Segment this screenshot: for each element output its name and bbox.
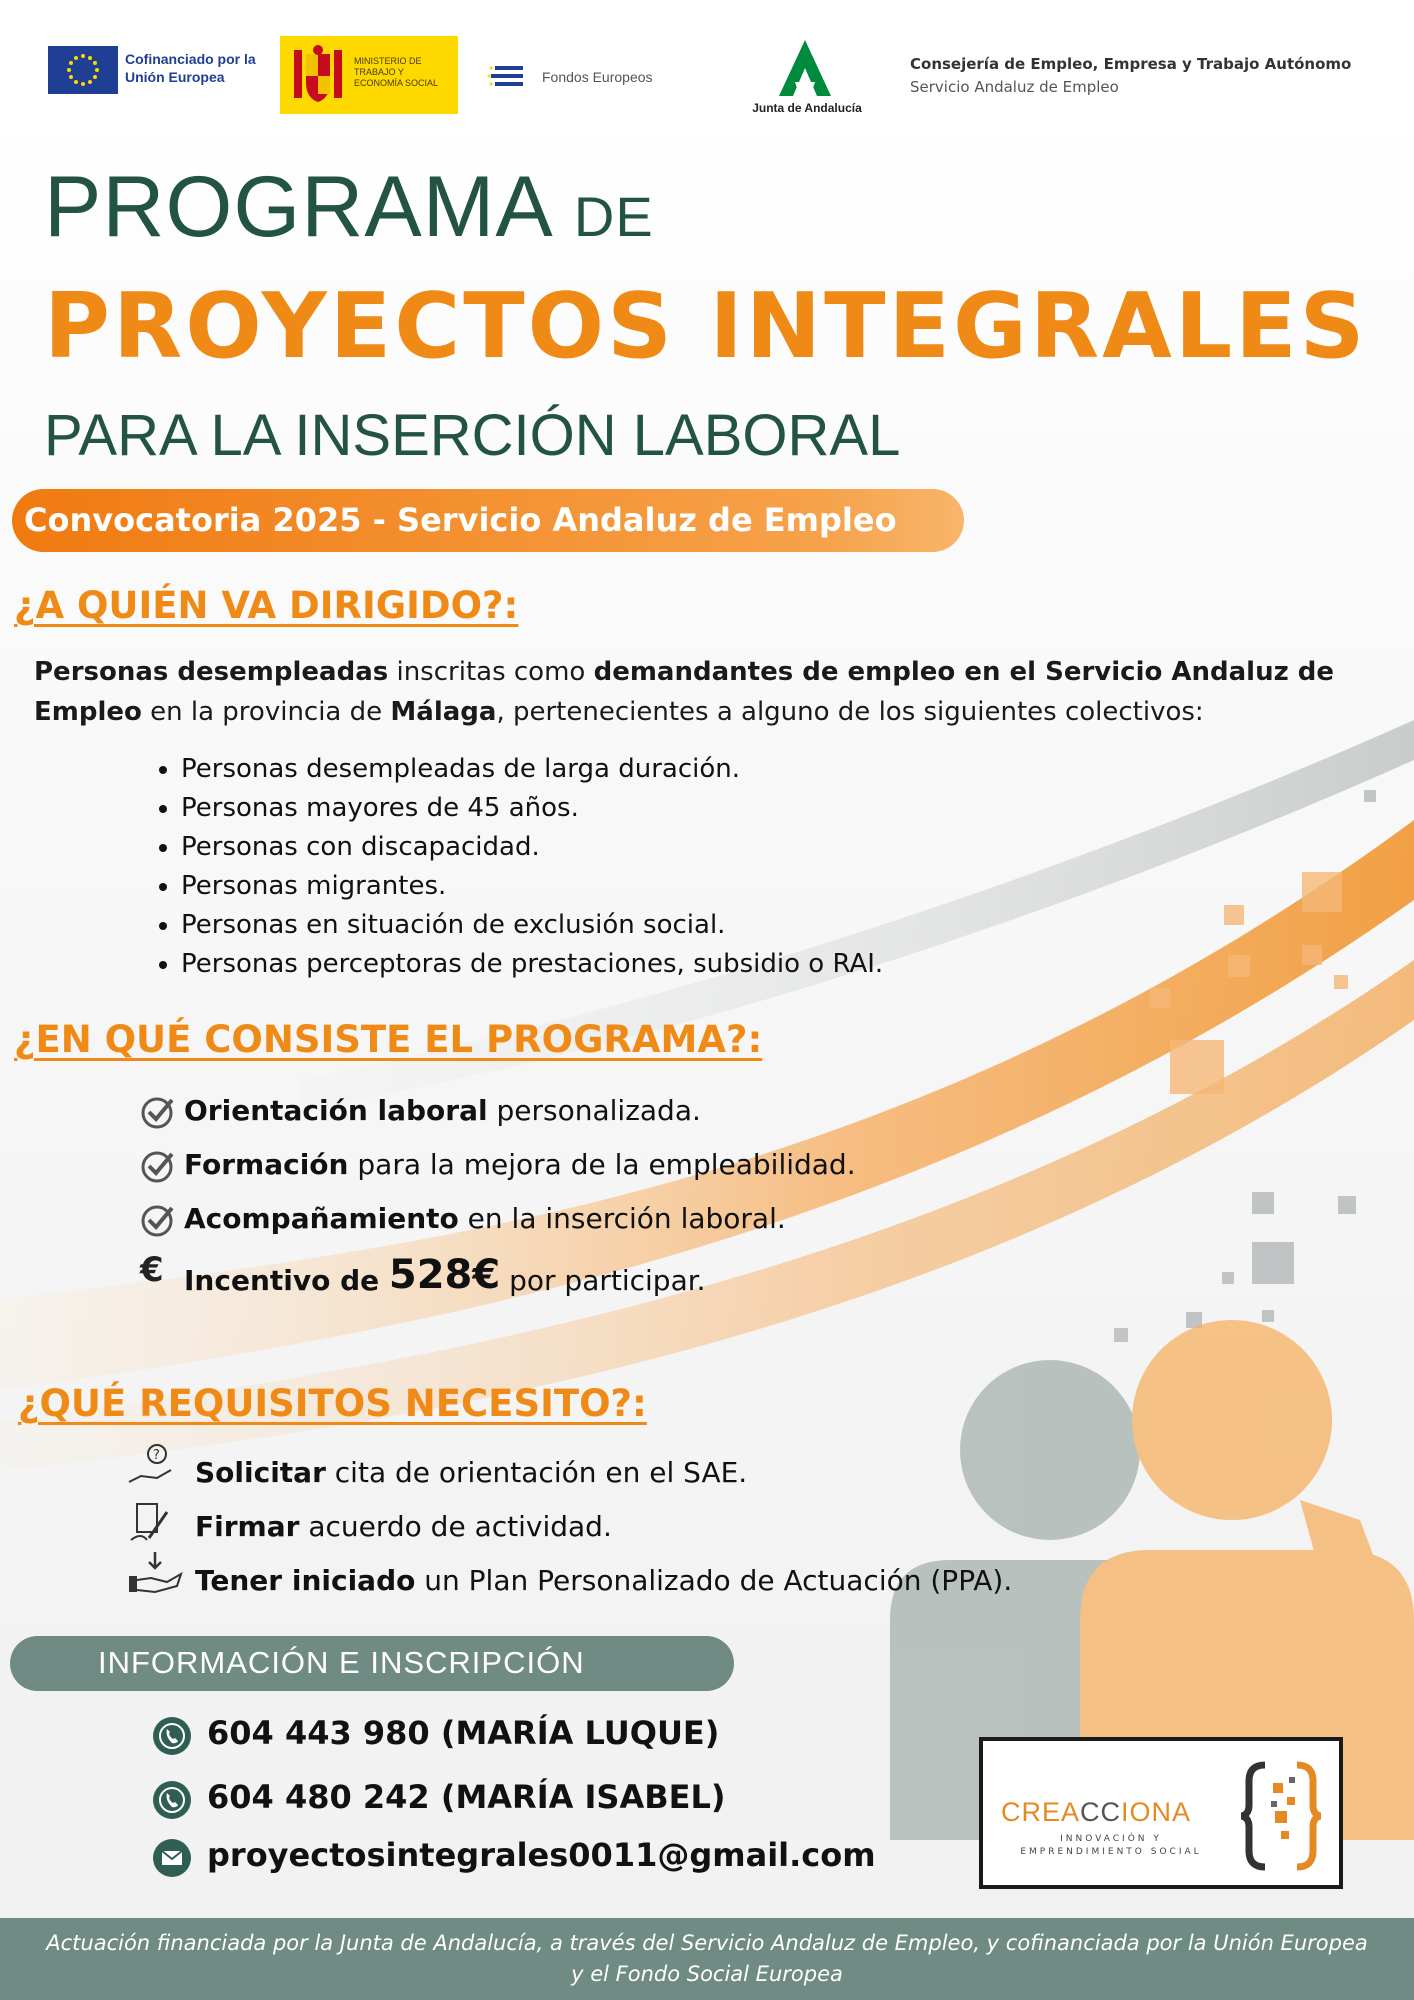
check-circle-icon	[140, 1094, 176, 1130]
title-line-3: PARA LA INSERCIÓN LABORAL	[44, 403, 901, 468]
audience-list	[155, 750, 883, 984]
hand-receive-icon	[127, 1550, 183, 1598]
creacciona-tagline: INNOVACIÓN Y EMPRENDIMIENTO SOCIAL	[1020, 1834, 1202, 1857]
header-logos	[0, 0, 1414, 140]
email-text: proyectosintegrales0011@gmail.com	[207, 1836, 876, 1874]
list-item: • Personas desempleadas de larga duración.	[181, 750, 883, 789]
fondos-europeos-text: Fondos Europeos	[542, 69, 653, 85]
eu-flag-icon	[48, 46, 118, 94]
spain-shield-icon	[290, 44, 346, 106]
ministry-text: MINISTERIO DE TRABAJO Y ECONOMÍA SOCIAL	[354, 56, 439, 88]
info-heading: INFORMACIÓN E INSCRIPCIÓN	[98, 1645, 585, 1680]
phone-icon	[152, 1780, 192, 1820]
title-line-2: PROYECTOS INTEGRALES	[44, 274, 1368, 379]
euro-icon: €	[140, 1250, 164, 1290]
footer-text: Actuación financiada por la Junta de Andalucía, a través del Servicio Andaluz de Empleo, y cofinanciada por la Unión Europea y el Fondo Social Europea	[46, 1931, 1368, 1986]
phone-2-text: 604 480 242 (MARÍA ISABEL)	[207, 1778, 726, 1816]
info-banner	[10, 1636, 734, 1691]
hand-question-icon	[127, 1442, 175, 1490]
consejeria-title: Consejería de Empleo, Empresa y Trabajo Autónomo	[910, 55, 1352, 73]
fondos-europeos-icon	[487, 62, 527, 90]
phone-icon	[152, 1716, 192, 1756]
svg-text:?: ?	[153, 1448, 160, 1463]
junta-andalucia-icon	[777, 38, 833, 98]
section-heading-programa: ¿EN QUÉ CONSISTE EL PROGRAMA?:	[14, 1018, 763, 1061]
title-de: DE	[573, 185, 654, 248]
convocatoria-banner	[12, 489, 964, 552]
servicio-subtitle: Servicio Andaluz de Empleo	[910, 78, 1119, 96]
title-programa: PROGRAMA	[44, 159, 549, 255]
poster: Cofinanciado por la Unión Europea MINISTERIO DE TRABAJO Y ECONOMÍA SOCIAL Fondos Europeos Junta de Andalucía Consejería de Empleo, Empresa y Trabajo Autónomo Servicio Andaluz de Empleo PROGRAMA DE PROYECTOS INTEGRALES PARA LA INSERCIÓN LABORAL Convocatoria 2025 - Servicio Andaluz de Empleo ¿A QUIÉN VA DIRIGIDO?: Personas desempleadas inscritas como demandantes de empleo en el Servicio Andaluz de Empleo en la provincia de Málaga, pertenecientes a alguno de los siguientes colectivos: • Personas desempleadas de larga duración. • Personas mayores de 45 años. • Personas con discapacidad. • Personas migrantes. • Personas en situación de exclusión social. • Personas perceptoras de prestaciones, subsidio o RAI. ¿EN QUÉ CONSISTE EL PROGRAMA?: Orientación laboral personalizada. Formación para la mejora de la empleabilidad. Acompañamiento en la inserción laboral. € Incentivo de 528€ por participar. ¿QUÉ REQUISITOS NECESITO?: ? Solicitar cita de orientación en el SAE. Firmar acuerdo de actividad. Tener iniciado un Plan Personalizado de Actuación (PPA). INFORMACIÓN E INSCRIPCIÓN 604 443 980 (MARÍA LUQUE) 604 480 242 (MARÍA ISABEL) proyectosintegrales0011@gmail.com CREACCIONA INNOVACIÓN Y EMPRENDIMIENTO SOCIAL Actuación financiada por la Junta de Andalucía, a través del Servicio Andaluz de Empleo, y cofinanciada por la Unión Europea y el Fondo Social Europea	[0, 0, 1414, 2000]
mail-icon	[152, 1838, 192, 1878]
audience-intro: Personas desempleadas inscritas como demandantes de empleo en el Servicio Andaluz de Empleo en la provincia de Málaga, pertenecientes a alguno de los siguientes colectivos:	[34, 657, 1335, 727]
sign-document-icon	[127, 1498, 175, 1546]
section-heading-dirigido: ¿A QUIÉN VA DIRIGIDO?:	[14, 584, 519, 627]
brace-icon	[1241, 1761, 1321, 1871]
check-circle-icon	[140, 1202, 176, 1238]
creacciona-name: CREACCIONA	[1001, 1797, 1192, 1827]
list-item: • Personas en situación de exclusión social.	[181, 906, 883, 945]
footer-bar	[0, 1918, 1414, 2000]
title-line-1	[44, 158, 654, 257]
junta-andalucia-text: Junta de Andalucía	[752, 101, 862, 115]
list-item: • Personas con discapacidad.	[181, 828, 883, 867]
list-item: • Personas migrantes.	[181, 867, 883, 906]
section-heading-requisitos: ¿QUÉ REQUISITOS NECESITO?:	[18, 1382, 647, 1425]
eu-logo-text: Cofinanciado por la Unión Europea	[125, 51, 256, 85]
list-item: • Personas mayores de 45 años.	[181, 789, 883, 828]
creacciona-logo	[979, 1737, 1343, 1889]
list-item: • Personas perceptoras de prestaciones, subsidio o RAI.	[181, 945, 883, 984]
ministry-logo	[280, 36, 458, 114]
check-circle-icon	[140, 1148, 176, 1184]
convocatoria-text: Convocatoria 2025 - Servicio Andaluz de Empleo	[24, 501, 897, 539]
phone-1-text: 604 443 980 (MARÍA LUQUE)	[207, 1714, 720, 1752]
